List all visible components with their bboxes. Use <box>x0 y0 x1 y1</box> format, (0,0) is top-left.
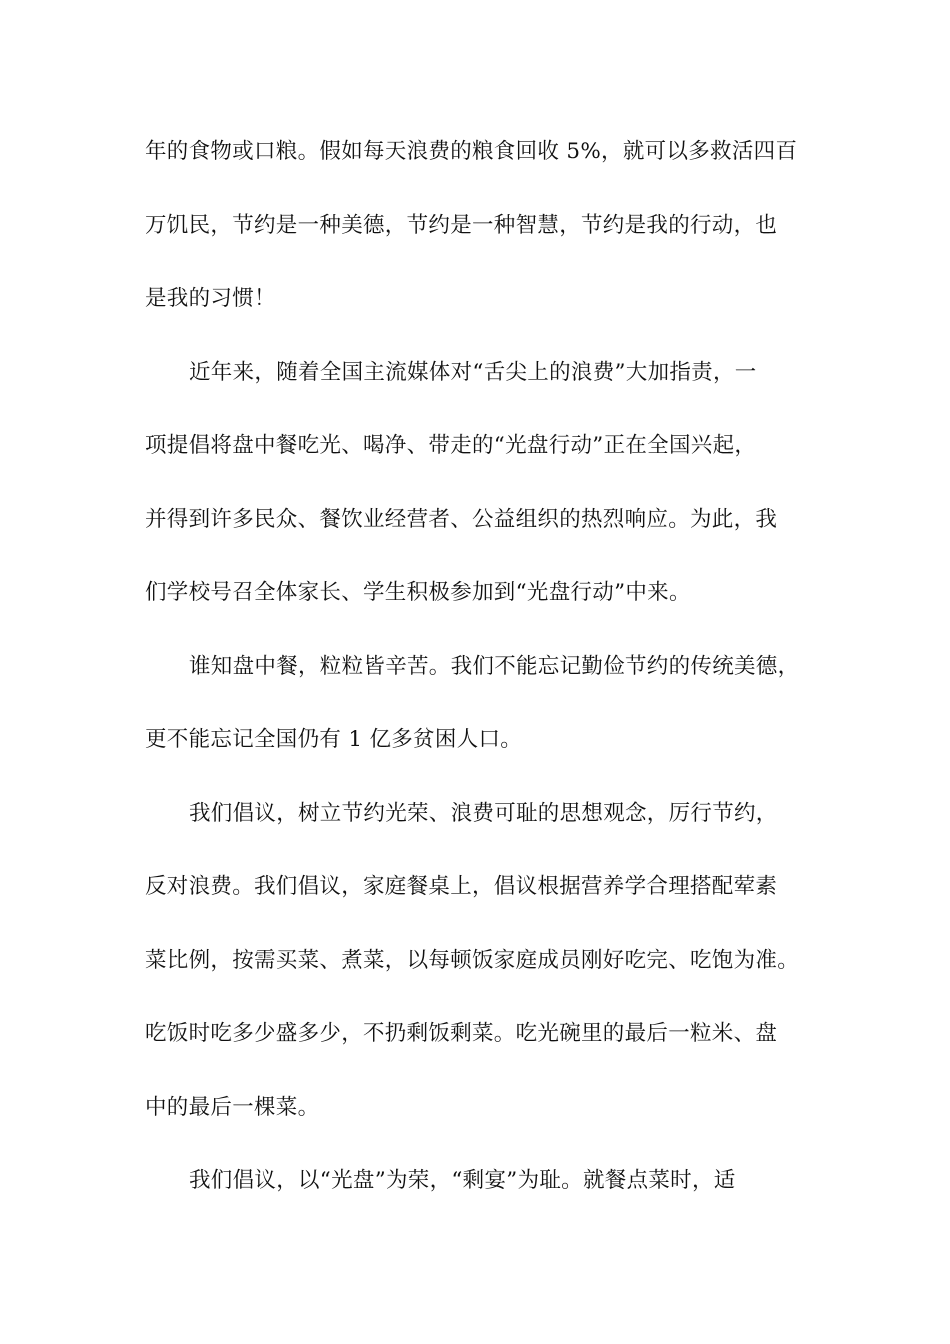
text-line: 中的最后一棵菜。 <box>145 1094 320 1120</box>
text-line: 更不能忘记全国仍有 1 亿多贫困人口。 <box>145 727 523 752</box>
paragraph-1 <box>145 133 810 317</box>
text-line: 年的食物或口粮。假如每天浪费的粮食回收 5%，就可以多救活四百 <box>145 139 798 164</box>
text-line: 谁知盘中餐，粒粒皆辛苦。我们不能忘记勤俭节约的传统美德， <box>189 653 800 679</box>
paragraph-2 <box>145 354 810 612</box>
text-line: 们学校号召全体家长、学生积极参加到“光盘行动”中来。 <box>145 580 691 605</box>
paragraph-3 <box>145 648 810 759</box>
text-line: 菜比例，按需买菜、煮菜，以每顿饭家庭成员刚好吃完、吃饱为准。 <box>145 947 800 973</box>
paragraph-4 <box>145 795 810 1126</box>
text-line: 是我的习惯！ <box>145 286 276 311</box>
text-line: 吃饭时吃多少盛多少，不扔剩饭剩菜。吃光碗里的最后一粒米、盘 <box>145 1021 778 1046</box>
text-line: 项提倡将盘中餐吃光、喝净、带走的“光盘行动”正在全国兴起， <box>145 433 757 458</box>
text-line: 我们倡议，树立节约光荣、浪费可耻的思想观念，厉行节约， <box>189 800 778 826</box>
text-line: 近年来，随着全国主流媒体对“舌尖上的浪费”大加指责，一 <box>189 359 757 385</box>
text-line: 万饥民，节约是一种美德，节约是一种智慧，节约是我的行动，也 <box>145 212 778 238</box>
text-line: 我们倡议，以“光盘”为荣，“剩宴”为耻。就餐点菜时，适 <box>189 1168 736 1193</box>
document-body <box>145 133 810 1236</box>
text-line: 反对浪费。我们倡议，家庭餐桌上，倡议根据营养学合理搭配荤素 <box>145 874 778 899</box>
text-line: 并得到许多民众、餐饮业经营者、公益组织的热烈响应。为此，我 <box>145 506 778 532</box>
paragraph-5 <box>145 1162 810 1199</box>
